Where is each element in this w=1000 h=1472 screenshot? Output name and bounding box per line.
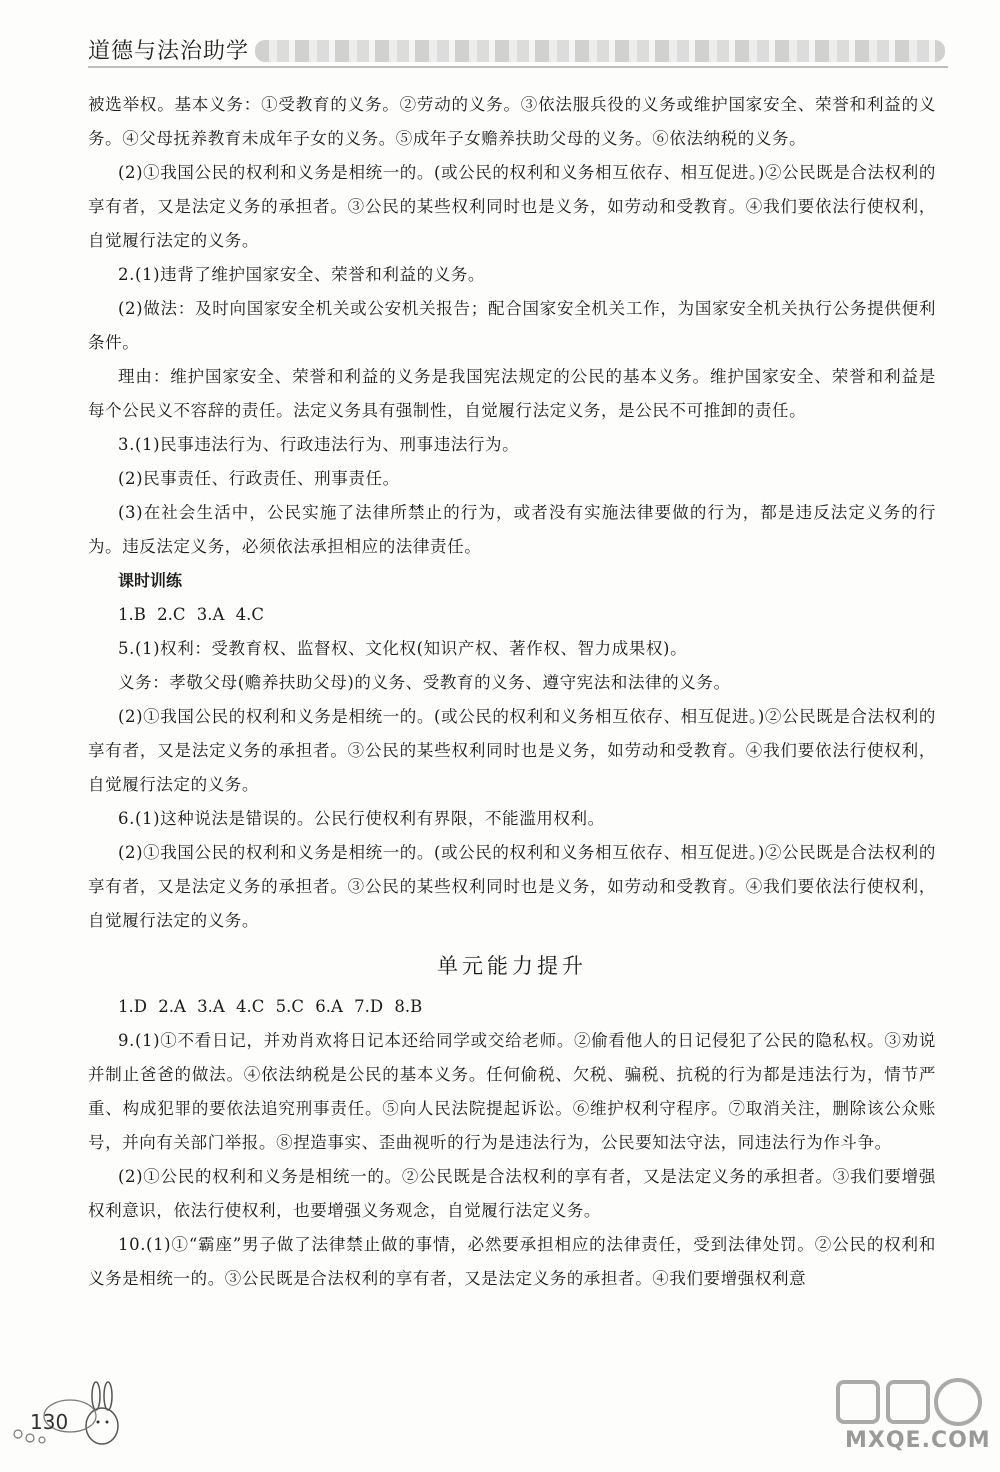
paragraph: 2.(1)违背了维护国家安全、荣誉和利益的义务。 (118, 265, 486, 284)
paragraph: 义务：孝敬父母(赡养扶助父母)的义务、受教育的义务、遵守宪法和法律的义务。 (118, 673, 731, 692)
paragraph: (2)①我国公民的权利和义务是相统一的。(或公民的权利和义务相互依存、相互促进。)②公民既是合法权利的享有者，又是法定义务的承担者。③公民的某些权利同时也是义务，如劳动和受教育。④我们要依法行使权利，自觉履行法定的义务。 (88, 843, 936, 930)
paragraph: 理由：维护国家安全、荣誉和利益的义务是我国宪法规定的公民的基本义务。维护国家安全、荣誉和利益是每个公民义不容辞的责任。法定义务具有强制性，自觉履行法定义务，是公民不可推卸的责任。 (88, 367, 936, 420)
watermark-logo-icon (830, 1376, 995, 1468)
paragraph: 3.(1)民事违法行为、行政违法行为、刑事违法行为。 (118, 435, 520, 454)
choice-answers: 1.B 2.C 3.A 4.C (118, 605, 264, 624)
paragraph: (2)民事责任、行政责任、刑事责任。 (118, 469, 400, 488)
section-heading: 课时训练 (118, 571, 183, 590)
paragraph: (2)①我国公民的权利和义务是相统一的。(或公民的权利和义务相互依存、相互促进。)②公民既是合法权利的享有者，又是法定义务的承担者。③公民的某些权利同时也是义务，如劳动和受教育。④我们要依法行使权利，自觉履行法定的义务。 (88, 163, 936, 250)
header-decoration (255, 40, 945, 62)
unit-title: 单元能力提升 (437, 954, 587, 978)
paragraph: 9.(1)①不看日记，并劝肖欢将日记本还给同学或交给老师。②偷看他人的日记侵犯了公民的隐私权。③劝说并制止爸爸的做法。④依法纳税是公民的基本义务。任何偷税、欠税、骗税、抗税的行为都是违法行为，情节严重、构成犯罪的要依法追究刑事责任。⑤向人民法院提起诉讼。⑥维护权利守程序。⑦取消关注，删除该公众账号，并向有关部门举报。⑧捏造事实、歪曲视听的行为是违法行为，公民要知法守法，同违法行为作斗争。 (88, 1031, 936, 1152)
paragraph: (2)①我国公民的权利和义务是相统一的。(或公民的权利和义务相互依存、相互促进。)②公民既是合法权利的享有者，又是法定义务的承担者。③公民的某些权利同时也是义务，如劳动和受教育。④我们要依法行使权利，自觉履行法定的义务。 (88, 707, 936, 794)
choice-answers: 1.D 2.A 3.A 4.C 5.C 6.A 7.D 8.B (118, 997, 423, 1016)
page-content (88, 88, 936, 1296)
page-number: 130 (30, 1410, 69, 1434)
book-title: 道德与法治助学 (88, 39, 250, 64)
paragraph: 被选举权。基本义务：①受教育的义务。②劳动的义务。③依法服兵役的义务或维护国家安全、荣誉和利益的义务。④父母抚养教育未成年子女的义务。⑤成年子女赡养扶助父母的义务。⑥依法纳税的义务。 (88, 95, 936, 148)
paragraph: 6.(1)这种说法是错误的。公民行使权利有界限，不能滥用权利。 (118, 809, 605, 828)
page-header (0, 28, 1000, 68)
bunny-mascot-icon (10, 1374, 130, 1454)
watermark-text: MXQE.COM (845, 1428, 991, 1453)
paragraph: 5.(1)权利：受教育权、监督权、文化权(知识产权、著作权、智力成果权)。 (118, 639, 688, 658)
paragraph: (3)在社会生活中，公民实施了法律所禁止的行为，或者没有实施法律要做的行为，都是违反法定义务的行为。违反法定义务，必须依法承担相应的法律责任。 (88, 503, 936, 556)
paragraph: (2)做法：及时向国家安全机关或公安机关报告；配合国家安全机关工作，为国家安全机关执行公务提供便利条件。 (88, 299, 936, 352)
paragraph: (2)①公民的权利和义务是相统一的。②公民既是合法权利的享有者，又是法定义务的承担者。③我们要增强权利意识，依法行使权利，也要增强义务观念，自觉履行法定义务。 (88, 1167, 936, 1220)
header-rule (88, 66, 948, 68)
paragraph: 10.(1)①“霸座”男子做了法律禁止做的事情，必然要承担相应的法律责任，受到法律处罚。②公民的权利和义务是相统一的。③公民既是合法权利的享有者，又是法定义务的承担者。④我们要增强权利意 (88, 1235, 936, 1288)
